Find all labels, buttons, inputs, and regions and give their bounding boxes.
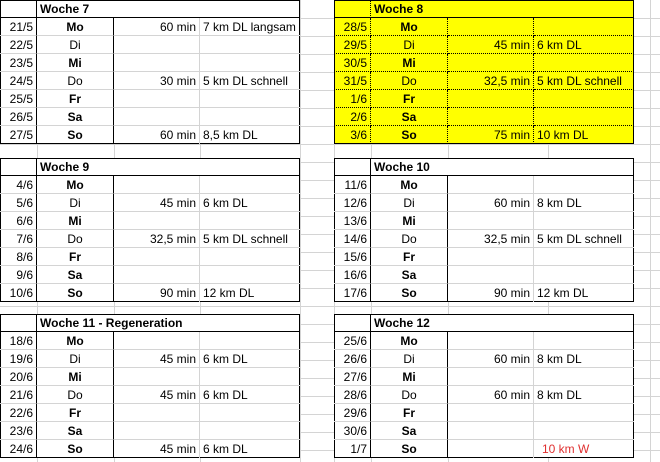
weekday-cell[interactable]: Do <box>37 386 114 404</box>
week-block <box>334 314 634 458</box>
workout-cell[interactable] <box>534 176 634 194</box>
workout-cell[interactable]: 12 km DL <box>203 286 255 300</box>
workout-cell[interactable] <box>200 368 300 386</box>
weekday-cell[interactable]: So <box>37 284 114 302</box>
date-cell[interactable]: 26/5 <box>0 108 37 126</box>
date-cell[interactable]: 30/5 <box>334 54 371 72</box>
workout-cell[interactable] <box>200 54 300 72</box>
week-block <box>0 0 300 144</box>
workout-cell[interactable] <box>534 248 634 266</box>
date-cell[interactable]: 25/5 <box>0 90 37 108</box>
workout-cell[interactable]: 6 km DL <box>200 194 300 212</box>
date-cell[interactable]: 16/6 <box>334 266 371 284</box>
date-cell[interactable]: 25/6 <box>334 332 371 350</box>
date-cell[interactable]: 23/5 <box>0 54 37 72</box>
duration-cell[interactable]: 32,5 min <box>448 230 534 248</box>
week-header-blank[interactable] <box>200 158 300 176</box>
duration-cell[interactable] <box>448 212 534 230</box>
week-block <box>334 0 634 144</box>
weekday-cell[interactable]: Do <box>371 72 448 90</box>
weekday-cell[interactable]: So <box>371 126 448 144</box>
duration-cell[interactable] <box>448 176 534 194</box>
workout-cell[interactable]: 5 km DL schnell <box>200 72 300 90</box>
workout-cell[interactable] <box>200 422 300 440</box>
workout-cell[interactable]: 6 km DL <box>534 36 634 54</box>
weekday-cell[interactable]: Sa <box>371 266 448 284</box>
weekday-cell[interactable]: So <box>37 440 114 458</box>
date-cell[interactable]: 30/6 <box>334 422 371 440</box>
workout-cell[interactable] <box>200 108 300 126</box>
date-cell[interactable]: 3/6 <box>334 126 371 144</box>
weekday-cell[interactable]: Sa <box>371 108 448 126</box>
week-block <box>0 314 300 458</box>
week-header-blank[interactable] <box>200 314 300 332</box>
workout-cell[interactable] <box>200 266 300 284</box>
weekday-cell[interactable]: So <box>37 126 114 144</box>
workout-cell[interactable]: 8 km DL <box>534 386 634 404</box>
duration-cell[interactable]: 45 min <box>448 36 534 54</box>
week-title[interactable]: Woche 10 <box>371 158 534 176</box>
week-header-blank[interactable] <box>334 314 371 332</box>
weekday-cell[interactable]: So <box>371 440 448 458</box>
duration-cell[interactable]: 60 min <box>448 350 534 368</box>
workout-cell[interactable]: 5 km DL schnell <box>534 72 634 90</box>
weekday-cell[interactable]: Di <box>37 194 114 212</box>
duration-cell[interactable]: 32,5 min <box>114 230 200 248</box>
weekday-cell[interactable]: Di <box>37 350 114 368</box>
date-cell[interactable]: 24/5 <box>0 72 37 90</box>
weekday-cell[interactable]: Do <box>371 386 448 404</box>
weekday-cell[interactable]: Mi <box>371 368 448 386</box>
duration-cell[interactable]: 60 min <box>114 18 200 36</box>
workout-cell[interactable] <box>534 404 634 422</box>
date-cell[interactable]: 17/6 <box>334 284 371 302</box>
workout-cell[interactable] <box>200 90 300 108</box>
duration-cell[interactable] <box>114 108 200 126</box>
weekday-cell[interactable]: Fr <box>37 248 114 266</box>
gridline-vertical <box>650 0 651 462</box>
duration-cell[interactable]: 32,5 min <box>448 72 534 90</box>
date-cell[interactable]: 7/6 <box>0 230 37 248</box>
week-block <box>334 158 634 302</box>
date-cell[interactable]: 6/6 <box>0 212 37 230</box>
duration-cell[interactable]: 45 min <box>114 386 200 404</box>
workout-cell[interactable]: 12 km DL <box>537 286 589 300</box>
duration-cell[interactable]: 60 min <box>448 386 534 404</box>
workout-cell[interactable] <box>534 266 634 284</box>
workout-cell[interactable]: 6 km DL <box>200 350 300 368</box>
weekday-cell[interactable]: Mi <box>371 212 448 230</box>
date-cell[interactable]: 4/6 <box>0 176 37 194</box>
weekday-cell[interactable]: Mo <box>37 18 114 36</box>
week-header-blank[interactable] <box>334 0 371 18</box>
date-cell[interactable]: 28/5 <box>334 18 371 36</box>
duration-cell[interactable] <box>114 422 200 440</box>
duration-cell[interactable] <box>448 90 534 108</box>
week-header-blank[interactable] <box>534 0 634 18</box>
gridline-horizontal <box>0 306 660 307</box>
duration-cell[interactable] <box>114 332 200 350</box>
date-cell[interactable]: 2/6 <box>334 108 371 126</box>
duration-cell[interactable] <box>448 108 534 126</box>
week-title[interactable]: Woche 8 <box>371 0 534 18</box>
week-header-blank[interactable] <box>200 0 300 18</box>
duration-cell[interactable] <box>448 368 534 386</box>
workout-cell[interactable] <box>200 248 300 266</box>
weekday-cell[interactable]: Mo <box>371 18 448 36</box>
weekday-cell[interactable]: Do <box>37 230 114 248</box>
duration-cell[interactable] <box>114 368 200 386</box>
gridline-horizontal <box>0 144 660 145</box>
duration-cell[interactable] <box>448 54 534 72</box>
workout-cell[interactable]: 6 km DL <box>203 442 248 456</box>
weekday-cell[interactable]: Fr <box>371 248 448 266</box>
workout-cell[interactable]: 7 km DL langsam <box>200 18 300 36</box>
workout-cell[interactable] <box>534 18 634 36</box>
duration-cell[interactable] <box>448 18 534 36</box>
weekday-cell[interactable]: Mo <box>371 332 448 350</box>
workout-cell[interactable] <box>200 332 300 350</box>
duration-cell[interactable]: 90 min <box>448 284 534 302</box>
week-block <box>0 158 300 302</box>
date-cell[interactable]: 11/6 <box>334 176 371 194</box>
workout-cell[interactable] <box>200 36 300 54</box>
weekday-cell[interactable]: Mi <box>37 212 114 230</box>
date-cell[interactable]: 27/5 <box>0 126 37 144</box>
date-cell[interactable]: 26/6 <box>334 350 371 368</box>
duration-cell[interactable] <box>114 212 200 230</box>
weekday-cell[interactable]: Sa <box>37 266 114 284</box>
weekday-cell[interactable]: Mi <box>37 54 114 72</box>
workout-cell[interactable] <box>200 404 300 422</box>
duration-cell[interactable] <box>114 176 200 194</box>
duration-cell[interactable] <box>448 266 534 284</box>
date-cell[interactable]: 24/6 <box>0 440 37 458</box>
week-header-blank[interactable] <box>0 0 37 18</box>
weekday-cell[interactable]: Fr <box>37 404 114 422</box>
duration-cell[interactable] <box>114 404 200 422</box>
weekday-cell[interactable]: Di <box>371 350 448 368</box>
workout-cell[interactable] <box>200 212 300 230</box>
weekday-cell[interactable]: Mi <box>37 368 114 386</box>
weekday-cell[interactable]: Fr <box>371 404 448 422</box>
workout-cell[interactable]: 10 km DL <box>537 128 589 142</box>
date-cell[interactable]: 22/5 <box>0 36 37 54</box>
weekday-cell[interactable]: Mo <box>37 332 114 350</box>
gridline-vertical <box>300 0 301 462</box>
duration-cell[interactable] <box>114 248 200 266</box>
duration-cell[interactable]: 45 min <box>114 194 200 212</box>
duration-cell[interactable]: 75 min <box>448 126 534 144</box>
workout-cell[interactable] <box>534 368 634 386</box>
duration-cell[interactable] <box>114 36 200 54</box>
week-header-blank[interactable] <box>334 158 371 176</box>
week-header-blank[interactable] <box>0 314 37 332</box>
date-cell[interactable]: 27/6 <box>334 368 371 386</box>
week-header-blank[interactable] <box>534 158 634 176</box>
workout-cell[interactable]: 8,5 km DL <box>203 128 258 142</box>
date-cell[interactable]: 21/5 <box>0 18 37 36</box>
duration-cell[interactable] <box>448 332 534 350</box>
duration-cell[interactable] <box>114 54 200 72</box>
date-cell[interactable]: 12/6 <box>334 194 371 212</box>
workout-cell[interactable] <box>534 332 634 350</box>
duration-cell[interactable] <box>448 404 534 422</box>
workout-cell[interactable]: 8 km DL <box>534 350 634 368</box>
date-cell[interactable]: 23/6 <box>0 422 37 440</box>
week-header-blank[interactable] <box>534 314 634 332</box>
date-cell[interactable]: 20/6 <box>0 368 37 386</box>
week-title[interactable]: Woche 11 - Regeneration <box>37 314 200 332</box>
date-cell[interactable]: 19/6 <box>0 350 37 368</box>
weekday-cell[interactable]: Mo <box>371 176 448 194</box>
date-cell[interactable]: 15/6 <box>334 248 371 266</box>
date-cell[interactable]: 31/5 <box>334 72 371 90</box>
duration-cell[interactable]: 45 min <box>114 440 200 458</box>
workout-cell[interactable] <box>534 54 634 72</box>
weekday-cell[interactable]: Do <box>37 72 114 90</box>
duration-cell[interactable]: 45 min <box>114 350 200 368</box>
date-cell[interactable]: 28/6 <box>334 386 371 404</box>
workout-cell[interactable]: 6 km DL <box>200 386 300 404</box>
week-title[interactable]: Woche 12 <box>371 314 534 332</box>
weekday-cell[interactable]: Di <box>37 36 114 54</box>
weekday-cell[interactable]: Di <box>371 36 448 54</box>
date-cell[interactable]: 1/6 <box>334 90 371 108</box>
duration-cell[interactable] <box>448 422 534 440</box>
duration-cell[interactable]: 60 min <box>448 194 534 212</box>
weekday-cell[interactable]: Sa <box>371 422 448 440</box>
week-title[interactable]: Woche 7 <box>37 0 200 18</box>
date-cell[interactable]: 5/6 <box>0 194 37 212</box>
duration-cell[interactable] <box>114 90 200 108</box>
date-cell[interactable]: 10/6 <box>0 284 37 302</box>
workout-cell[interactable]: 10 km W <box>542 442 590 456</box>
workout-cell[interactable]: 8 km DL <box>534 194 634 212</box>
weekday-cell[interactable]: Mo <box>37 176 114 194</box>
workout-cell[interactable]: 5 km DL schnell <box>534 230 634 248</box>
weekday-cell[interactable]: Di <box>371 194 448 212</box>
weekday-cell[interactable]: Fr <box>371 90 448 108</box>
date-cell[interactable]: 13/6 <box>334 212 371 230</box>
weekday-cell[interactable]: Fr <box>37 90 114 108</box>
weekday-cell[interactable]: Do <box>371 230 448 248</box>
duration-cell[interactable]: 60 min <box>114 126 200 144</box>
workout-cell[interactable] <box>534 422 634 440</box>
weekday-cell[interactable]: Sa <box>37 108 114 126</box>
date-cell[interactable]: 21/6 <box>0 386 37 404</box>
workout-cell[interactable]: 5 km DL schnell <box>200 230 300 248</box>
duration-cell[interactable]: 30 min <box>114 72 200 90</box>
weekday-cell[interactable]: Sa <box>37 422 114 440</box>
week-header-blank[interactable] <box>0 158 37 176</box>
duration-cell[interactable]: 90 min <box>114 284 200 302</box>
date-cell[interactable]: 18/6 <box>0 332 37 350</box>
duration-cell[interactable] <box>448 248 534 266</box>
date-cell[interactable]: 29/6 <box>334 404 371 422</box>
workout-cell[interactable] <box>200 176 300 194</box>
duration-cell[interactable] <box>448 440 534 458</box>
date-cell[interactable]: 9/6 <box>0 266 37 284</box>
workout-cell[interactable] <box>534 212 634 230</box>
date-cell[interactable]: 29/5 <box>334 36 371 54</box>
weekday-cell[interactable]: So <box>371 284 448 302</box>
date-cell[interactable]: 22/6 <box>0 404 37 422</box>
date-cell[interactable]: 1/7 <box>334 440 371 458</box>
date-cell[interactable]: 8/6 <box>0 248 37 266</box>
date-cell[interactable]: 14/6 <box>334 230 371 248</box>
week-title[interactable]: Woche 9 <box>37 158 200 176</box>
weekday-cell[interactable]: Mi <box>371 54 448 72</box>
workout-cell[interactable] <box>534 90 634 108</box>
workout-cell[interactable] <box>534 108 634 126</box>
duration-cell[interactable] <box>114 266 200 284</box>
